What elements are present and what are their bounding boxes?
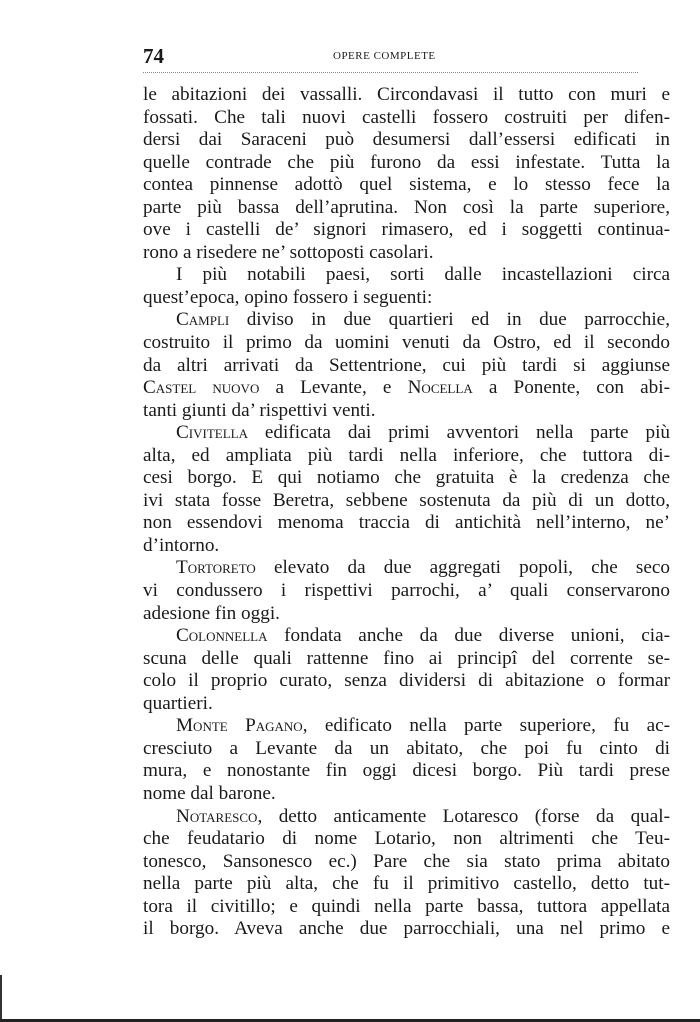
page-number: 74	[143, 44, 164, 68]
line-text: il borgo. Aveva anche due parrocchiali, una nel primo e	[143, 918, 670, 940]
line-text: a Levante, e	[259, 377, 408, 399]
text-line	[143, 828, 670, 851]
line-text: cresciuto a Levante da un abitato, che poi fu cinto di	[143, 737, 670, 759]
text-line	[143, 377, 670, 400]
text-line	[143, 467, 670, 490]
text-line	[143, 557, 670, 580]
text-line	[143, 422, 670, 445]
body-text	[143, 84, 670, 941]
line-text: alta, ed ampliata più tardi nella inferiore, che tuttora di-	[143, 444, 670, 466]
text-line	[143, 851, 670, 874]
line-text: ove i castelli de’ signori rimasero, ed i soggetti continua-	[143, 219, 670, 241]
page-header	[143, 44, 670, 68]
line-text: che feudatario di nome Lotario, non altrimenti che Teu-	[143, 828, 670, 850]
text-line	[143, 242, 670, 265]
text-line	[143, 873, 670, 896]
text-line	[143, 219, 670, 242]
line-text: cesi borgo. E qui notiamo che gratuita è la credenza che	[143, 467, 670, 489]
line-text: I più notabili paesi, sorti dalle incastellazioni circa	[176, 264, 670, 286]
text-line	[143, 264, 670, 287]
line-text: scuna delle quali rattenne fino ai principî del corrente se-	[143, 647, 670, 669]
text-line	[143, 152, 670, 175]
line-text: dersi dai Saraceni può desumersi dall’essersi edificati in	[143, 129, 670, 151]
line-text: diviso in due quartieri ed in due parrocchie,	[229, 309, 670, 331]
place-name: Tortoreto	[176, 557, 256, 579]
line-text: tonesco, Sansonesco ec.) Pare che sia stato prima abitato	[143, 850, 670, 872]
text-line	[143, 490, 670, 513]
line-text: da altri arrivati da Settentrione, cui più tardi si aggiunse	[143, 354, 670, 376]
text-line	[143, 806, 670, 829]
line-text: tora il civitillo; e quindi nella parte bassa, tuttora appellata	[143, 895, 670, 917]
header-dotted-rule	[143, 72, 638, 73]
place-name: Civitella	[176, 422, 248, 444]
text-line	[143, 197, 670, 220]
text-line	[143, 174, 670, 197]
text-line	[143, 760, 670, 783]
text-line	[143, 107, 670, 130]
line-text: nome dal barone.	[143, 782, 276, 804]
line-text: rono a risedere ne’ sottoposti casolari.	[143, 241, 434, 263]
place-name: Colonnella	[176, 625, 268, 647]
line-text: quartieri.	[143, 692, 213, 714]
text-line	[143, 783, 670, 806]
text-line	[143, 648, 670, 671]
line-text: tanti giunti da’ rispettivi venti.	[143, 399, 376, 421]
text-line	[143, 535, 670, 558]
text-line	[143, 512, 670, 535]
text-line	[143, 580, 670, 603]
text-line	[143, 309, 670, 332]
line-text: parte più bassa dell’aprutina. Non così la parte superiore,	[143, 196, 670, 218]
line-text: nella parte più alta, che fu il primitivo castello, detto tut-	[143, 873, 670, 895]
line-text: mura, e nonostante fin oggi dicesi borgo. Più tardi prese	[143, 760, 670, 782]
text-line	[143, 738, 670, 761]
line-text: ivi stata fosse Beretra, sebbene sostenuta da più di un dotto,	[143, 489, 670, 511]
line-text: adesione fin oggi.	[143, 602, 280, 624]
line-text: le abitazioni dei vassalli. Circondavasi il tutto con muri e	[143, 84, 670, 105]
text-line	[143, 896, 670, 919]
place-name: Notaresco	[176, 805, 258, 827]
text-line	[143, 355, 670, 378]
place-name: Nocella	[407, 377, 473, 399]
line-text: fossati. Che tali nuovi castelli fossero costruiti per difen-	[143, 106, 670, 128]
scan-edge-left	[0, 975, 2, 1022]
text-line	[143, 625, 670, 648]
line-text: non essendovi menoma traccia di antichità nell’interno, ne’	[143, 512, 670, 534]
line-text: fondata anche da due diverse unioni, cia-	[267, 625, 670, 647]
line-text: , detto anticamente Lotaresco (forse da qual-	[257, 805, 670, 827]
text-line	[143, 918, 670, 941]
place-name: Castel nuovo	[143, 377, 260, 399]
line-text: a Ponente, con abi-	[472, 377, 670, 399]
text-line	[143, 332, 670, 355]
text-line	[143, 693, 670, 716]
text-line	[143, 603, 670, 626]
line-text: quelle contrade che più furono da essi infestate. Tutta la	[143, 151, 670, 173]
line-text: , edificato nella parte superiore, fu ac-	[302, 715, 670, 737]
line-text: vi condussero i rispettivi parrochi, a’ quali conservarono	[143, 580, 670, 602]
line-text: contea pinnense adottò quel sistema, e lo stesso fece la	[143, 174, 670, 196]
line-text: elevato da due aggregati popoli, che seco	[255, 557, 670, 579]
text-line	[143, 287, 670, 310]
text-line	[143, 715, 670, 738]
line-text: colo il proprio curato, senza dividersi di abitazione o formar	[143, 670, 670, 692]
text-line	[143, 129, 670, 152]
text-line	[143, 400, 670, 423]
text-line	[143, 670, 670, 693]
place-name: Monte Pagano	[176, 715, 303, 737]
line-text: d’intorno.	[143, 534, 220, 556]
text-line	[143, 84, 670, 107]
line-text: costruito il primo da uomini venuti da Ostro, ed il secondo	[143, 332, 670, 354]
running-title: OPERE COMPLETE	[333, 50, 436, 62]
line-text: quest’epoca, opino fossero i seguenti:	[143, 286, 433, 308]
line-text: edificata dai primi avventori nella parte più	[248, 422, 670, 444]
place-name: Campli	[176, 309, 230, 331]
text-line	[143, 445, 670, 468]
